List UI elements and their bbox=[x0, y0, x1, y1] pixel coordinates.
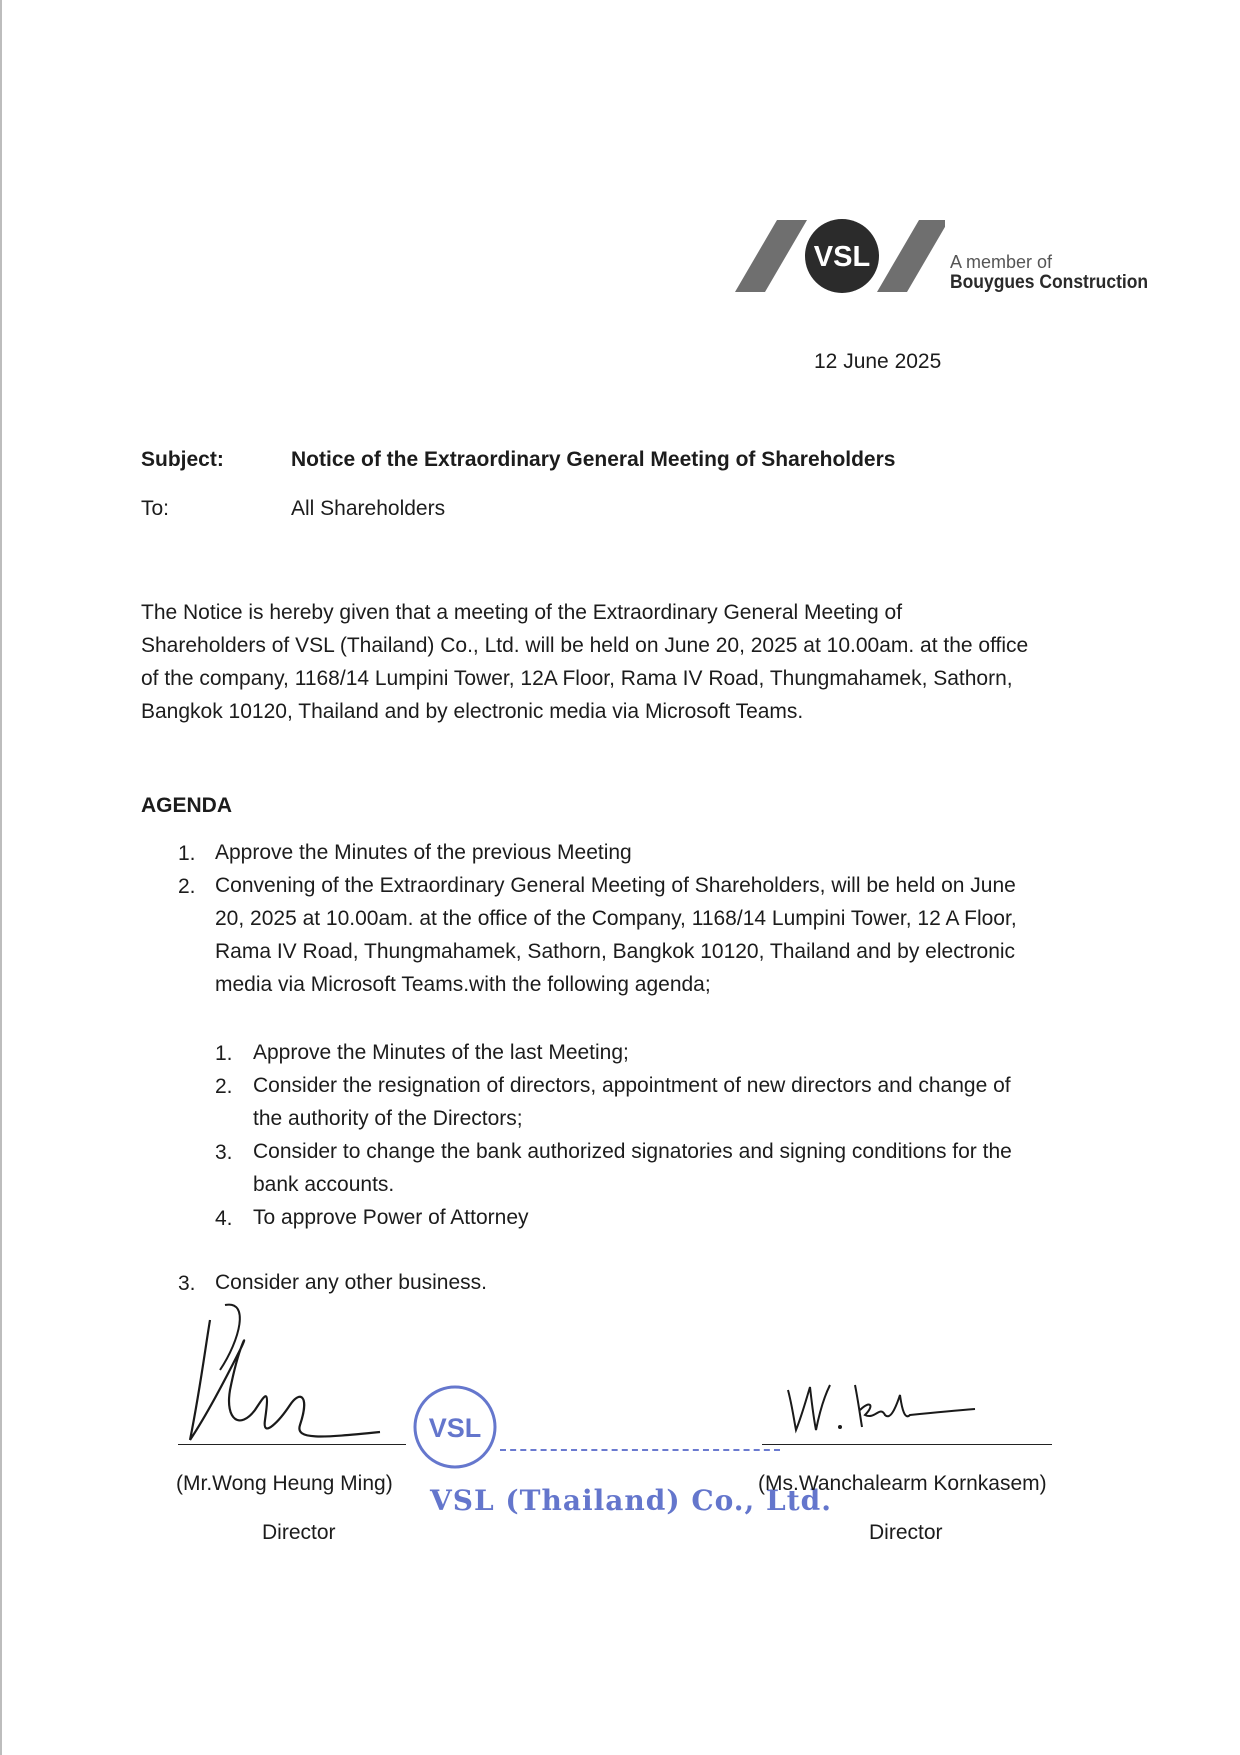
sub-agenda-item bbox=[253, 1036, 629, 1069]
agenda-item-number: 2. bbox=[178, 875, 196, 898]
agenda-item-line: Approve the Minutes of the previous Meeting bbox=[215, 841, 632, 864]
subject-label: Subject: bbox=[141, 448, 224, 471]
paragraph-line: of the company, 1168/14 Lumpini Tower, 12A Floor, Rama IV Road, Thungmahamek, Sathorn, bbox=[141, 667, 1013, 690]
sub-item-number: 3. bbox=[215, 1141, 233, 1164]
agenda-item-number: 1. bbox=[178, 842, 196, 865]
notice-paragraph bbox=[141, 596, 1121, 728]
agenda-item-line: Rama IV Road, Thungmahamek, Sathorn, Bangkok 10120, Thailand and by electronic bbox=[215, 940, 1016, 963]
stamp-dashed-line bbox=[500, 1449, 780, 1451]
page-edge bbox=[0, 0, 2, 1755]
sub-agenda-item bbox=[253, 1201, 529, 1234]
member-of-text: A member of bbox=[950, 252, 1053, 272]
sub-agenda-item bbox=[253, 1069, 1011, 1135]
paragraph-line: The Notice is hereby given that a meeting of the Extraordinary General Meeting of bbox=[141, 601, 903, 624]
signature-scribble-left bbox=[170, 1300, 410, 1450]
agenda-item bbox=[215, 836, 632, 869]
vsl-logo-mark bbox=[735, 218, 945, 298]
agenda-item-line: 20, 2025 at 10.00am. at the office of the Company, 1168/14 Lumpini Tower, 12 A Floor, bbox=[215, 907, 1017, 930]
paragraph-line: Bangkok 10120, Thailand and by electronic media via Microsoft Teams. bbox=[141, 700, 804, 723]
sub-item-number: 4. bbox=[215, 1207, 233, 1230]
stamp-circle-text: VSL bbox=[428, 1413, 482, 1443]
agenda-item bbox=[215, 869, 1017, 1001]
logo-mark-text: VSL bbox=[813, 241, 871, 273]
agenda-title: AGENDA bbox=[141, 794, 233, 817]
to-label: To: bbox=[141, 497, 170, 520]
sub-item-number: 1. bbox=[215, 1042, 233, 1065]
sub-item-line: Consider to change the bank authorized signatories and signing conditions for the bbox=[253, 1140, 1012, 1163]
sub-item-number: 2. bbox=[215, 1075, 233, 1098]
signature-scribble-right bbox=[780, 1375, 980, 1435]
signatory-title-right: Director bbox=[869, 1521, 943, 1544]
signature-line-right bbox=[762, 1444, 1052, 1445]
parent-company-name: Bouygues Construction bbox=[950, 272, 1149, 293]
agenda-item-line: media via Microsoft Teams.with the following agenda; bbox=[215, 973, 711, 996]
paragraph-line: Shareholders of VSL (Thailand) Co., Ltd. will be held on June 20, 2025 at 10.00am. at the office bbox=[141, 634, 1029, 657]
signatory-name-left: (Mr.Wong Heung Ming) bbox=[176, 1472, 393, 1495]
company-stamp-text: VSL (Thailand) Co., Ltd. bbox=[430, 1484, 832, 1517]
sub-item-line: bank accounts. bbox=[253, 1173, 395, 1196]
signatory-name-right: (Ms.Wanchalearm Kornkasem) bbox=[758, 1472, 1047, 1495]
signatory-title-left: Director bbox=[262, 1521, 336, 1544]
to-value: All Shareholders bbox=[291, 497, 446, 520]
agenda-item bbox=[215, 1266, 487, 1299]
signature-line-left bbox=[178, 1444, 406, 1445]
sub-item-line: the authority of the Directors; bbox=[253, 1107, 523, 1130]
document-date: 12 June 2025 bbox=[814, 350, 942, 373]
sub-item-line: Consider the resignation of directors, appointment of new directors and change of bbox=[253, 1074, 1011, 1097]
agenda-item-number: 3. bbox=[178, 1272, 196, 1295]
sub-item-line: To approve Power of Attorney bbox=[253, 1206, 529, 1229]
agenda-item-line: Consider any other business. bbox=[215, 1271, 487, 1294]
company-stamp-circle bbox=[410, 1382, 500, 1472]
subject-value: Notice of the Extraordinary General Meeting of Shareholders bbox=[291, 448, 896, 471]
sub-item-line: Approve the Minutes of the last Meeting; bbox=[253, 1041, 629, 1064]
agenda-item-line: Convening of the Extraordinary General Meeting of Shareholders, will be held on June bbox=[215, 874, 1016, 897]
sub-agenda-item bbox=[253, 1135, 1012, 1201]
